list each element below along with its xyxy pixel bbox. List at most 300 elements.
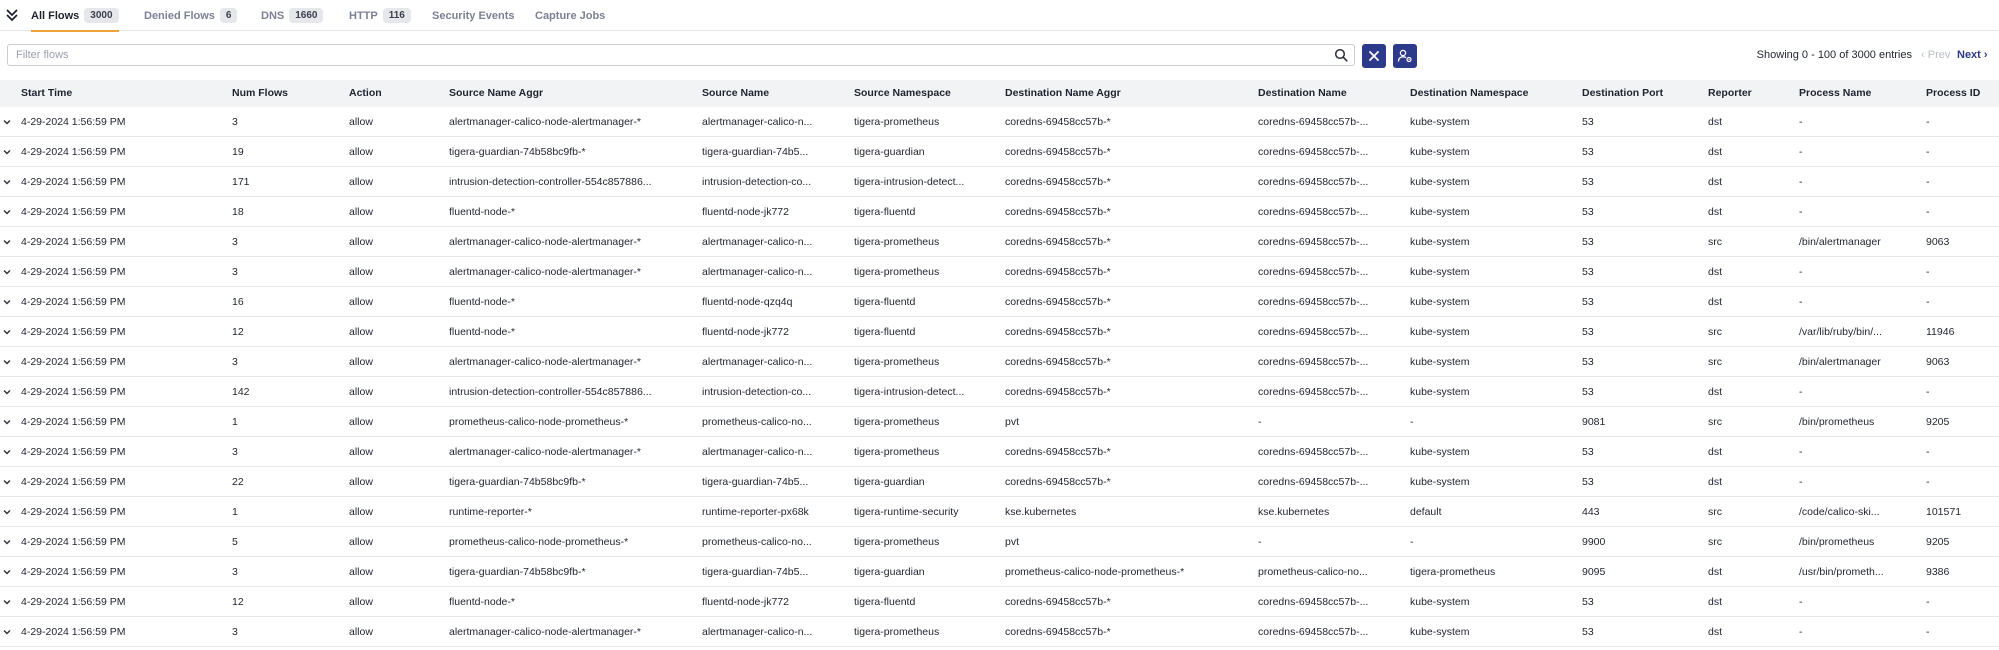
cell-destination-port: 53 xyxy=(1582,146,1594,158)
cell-process-id: - xyxy=(1926,626,1930,638)
cell-destination-port: 53 xyxy=(1582,266,1594,278)
cell-process-name: - xyxy=(1799,266,1803,278)
cell-start-time: 4-29-2024 1:56:59 PM xyxy=(21,566,126,578)
cell-source-namespace: tigera-intrusion-detect... xyxy=(854,176,965,188)
cell-destination-namespace: kube-system xyxy=(1410,116,1470,128)
cell-num-flows: 171 xyxy=(232,176,250,188)
cell-destination-name-aggr: coredns-69458cc57b-* xyxy=(1005,446,1111,458)
cell-source-name: prometheus-calico-no... xyxy=(702,536,812,548)
chevron-down-icon[interactable] xyxy=(2,627,12,637)
tab-label: DNS xyxy=(261,9,285,22)
table-row[interactable] xyxy=(0,347,1999,377)
table-row[interactable] xyxy=(0,377,1999,407)
cell-source-namespace: tigera-guardian xyxy=(854,566,925,578)
next-label: Next xyxy=(1957,49,1981,61)
tab-capture-jobs[interactable] xyxy=(535,0,605,31)
cell-reporter: dst xyxy=(1708,476,1723,488)
cell-reporter: src xyxy=(1708,236,1722,248)
cell-process-id: - xyxy=(1926,116,1930,128)
cell-num-flows: 12 xyxy=(232,596,244,608)
cell-destination-name-aggr: coredns-69458cc57b-* xyxy=(1005,476,1111,488)
chevron-down-icon[interactable] xyxy=(2,207,12,217)
chevron-down-icon[interactable] xyxy=(2,147,12,157)
chevron-down-icon[interactable] xyxy=(2,297,12,307)
cell-destination-namespace: kube-system xyxy=(1410,326,1470,338)
cell-source-namespace: tigera-fluentd xyxy=(854,596,916,608)
cell-process-name: /bin/alertmanager xyxy=(1799,356,1881,368)
cell-destination-name-aggr: coredns-69458cc57b-* xyxy=(1005,266,1111,278)
search-icon[interactable] xyxy=(1334,48,1348,62)
cell-destination-name: prometheus-calico-no... xyxy=(1258,566,1368,578)
cell-source-namespace: tigera-prometheus xyxy=(854,236,940,248)
table-row[interactable] xyxy=(0,227,1999,257)
tab-denied-flows[interactable] xyxy=(144,0,237,31)
cell-source-name-aggr: fluentd-node-* xyxy=(449,296,515,308)
col-header-destination-name[interactable]: Destination Name xyxy=(1258,87,1347,99)
cell-source-name: fluentd-node-jk772 xyxy=(702,596,789,608)
col-header-num-flows[interactable]: Num Flows xyxy=(232,87,289,99)
cell-start-time: 4-29-2024 1:56:59 PM xyxy=(21,446,126,458)
cell-start-time: 4-29-2024 1:56:59 PM xyxy=(21,266,126,278)
cell-destination-namespace: kube-system xyxy=(1410,356,1470,368)
cell-source-name: tigera-guardian-74b5... xyxy=(702,566,809,578)
tab-security-events[interactable] xyxy=(432,0,515,31)
cell-destination-port: 53 xyxy=(1582,476,1594,488)
cell-destination-port: 53 xyxy=(1582,596,1594,608)
cell-source-namespace: tigera-prometheus xyxy=(854,536,940,548)
cell-action: allow xyxy=(349,386,373,398)
table-row[interactable] xyxy=(0,587,1999,617)
cell-destination-namespace: kube-system xyxy=(1410,236,1470,248)
cell-destination-name: coredns-69458cc57b-... xyxy=(1258,266,1369,278)
cell-source-namespace: tigera-prometheus xyxy=(854,356,940,368)
col-header-reporter[interactable]: Reporter xyxy=(1708,87,1752,99)
cell-start-time: 4-29-2024 1:56:59 PM xyxy=(21,206,126,218)
cell-start-time: 4-29-2024 1:56:59 PM xyxy=(21,116,126,128)
cell-destination-name-aggr: pvt xyxy=(1005,416,1020,428)
tab-label: Denied Flows xyxy=(144,9,215,22)
cell-num-flows: 3 xyxy=(232,356,238,368)
cell-destination-port: 53 xyxy=(1582,296,1594,308)
cell-destination-port: 9095 xyxy=(1582,566,1606,578)
clear-filter-button[interactable] xyxy=(1362,44,1386,68)
cell-process-id: 9205 xyxy=(1926,536,1950,548)
cell-destination-name: coredns-69458cc57b-... xyxy=(1258,296,1369,308)
tab-count-badge: 3000 xyxy=(84,8,118,23)
cell-destination-port: 53 xyxy=(1582,236,1594,248)
cell-reporter: src xyxy=(1708,536,1722,548)
cell-num-flows: 18 xyxy=(232,206,244,218)
cell-destination-name: coredns-69458cc57b-... xyxy=(1258,476,1369,488)
cell-start-time: 4-29-2024 1:56:59 PM xyxy=(21,416,126,428)
cell-source-name: alertmanager-calico-n... xyxy=(702,446,813,458)
cell-source-namespace: tigera-fluentd xyxy=(854,296,916,308)
manage-columns-button[interactable] xyxy=(1393,44,1417,68)
cell-num-flows: 3 xyxy=(232,266,238,278)
cell-num-flows: 22 xyxy=(232,476,244,488)
cell-destination-port: 53 xyxy=(1582,176,1594,188)
cell-action: allow xyxy=(349,296,373,308)
prev-label: Prev xyxy=(1927,49,1951,61)
cell-destination-name-aggr: coredns-69458cc57b-* xyxy=(1005,236,1111,248)
cell-destination-name: coredns-69458cc57b-... xyxy=(1258,176,1369,188)
cell-source-name: intrusion-detection-co... xyxy=(702,176,812,188)
cell-destination-port: 53 xyxy=(1582,626,1594,638)
cell-destination-name: coredns-69458cc57b-... xyxy=(1258,116,1369,128)
cell-destination-namespace: tigera-prometheus xyxy=(1410,566,1496,578)
cell-destination-name: coredns-69458cc57b-... xyxy=(1258,596,1369,608)
cell-destination-name-aggr: prometheus-calico-node-prometheus-* xyxy=(1005,566,1185,578)
cell-process-id: - xyxy=(1926,146,1930,158)
chevron-down-icon[interactable] xyxy=(2,567,12,577)
cell-source-name: alertmanager-calico-n... xyxy=(702,626,813,638)
col-header-source-namespace[interactable]: Source Namespace xyxy=(854,87,951,99)
cell-process-id: 11946 xyxy=(1926,326,1955,338)
table-row[interactable] xyxy=(0,527,1999,557)
cell-source-name: tigera-guardian-74b5... xyxy=(702,476,809,488)
cell-process-id: - xyxy=(1926,296,1930,308)
cell-destination-namespace: kube-system xyxy=(1410,626,1470,638)
close-icon xyxy=(1368,50,1380,62)
cell-destination-namespace: default xyxy=(1410,506,1442,518)
cell-source-name: alertmanager-calico-n... xyxy=(702,236,813,248)
prev-page-button[interactable]: ‹ Prev xyxy=(1921,49,1951,61)
cell-source-namespace: tigera-guardian xyxy=(854,476,925,488)
cell-reporter: dst xyxy=(1708,596,1723,608)
cell-destination-name: coredns-69458cc57b-... xyxy=(1258,356,1369,368)
cell-source-name-aggr: alertmanager-calico-node-alertmanager-* xyxy=(449,356,642,368)
cell-reporter: src xyxy=(1708,326,1722,338)
cell-reporter: dst xyxy=(1708,206,1723,218)
cell-reporter: src xyxy=(1708,416,1722,428)
chevron-down-icon[interactable] xyxy=(2,237,12,247)
user-settings-icon xyxy=(1397,49,1413,63)
cell-source-namespace: tigera-prometheus xyxy=(854,416,940,428)
cell-num-flows: 3 xyxy=(232,236,238,248)
table-row[interactable] xyxy=(0,107,1999,137)
cell-destination-name: coredns-69458cc57b-... xyxy=(1258,146,1369,158)
table-header xyxy=(0,80,1999,107)
next-page-button[interactable]: Next › xyxy=(1957,49,1988,61)
cell-source-namespace: tigera-intrusion-detect... xyxy=(854,386,965,398)
cell-source-name: alertmanager-calico-n... xyxy=(702,116,813,128)
chevron-down-icon[interactable] xyxy=(2,507,12,517)
table-row[interactable] xyxy=(0,557,1999,587)
cell-process-id: - xyxy=(1926,266,1930,278)
cell-source-name-aggr: alertmanager-calico-node-alertmanager-* xyxy=(449,266,642,278)
tab-all-flows[interactable] xyxy=(31,0,119,31)
table-row[interactable] xyxy=(0,617,1999,647)
cell-action: allow xyxy=(349,266,373,278)
cell-source-namespace: tigera-runtime-security xyxy=(854,506,959,518)
flows-table-body xyxy=(0,107,1999,647)
cell-process-name: - xyxy=(1799,296,1803,308)
table-row[interactable] xyxy=(0,317,1999,347)
cell-start-time: 4-29-2024 1:56:59 PM xyxy=(21,176,126,188)
cell-reporter: dst xyxy=(1708,296,1723,308)
cell-destination-name: - xyxy=(1258,536,1262,548)
cell-source-name-aggr: prometheus-calico-node-prometheus-* xyxy=(449,536,629,548)
cell-destination-name: coredns-69458cc57b-... xyxy=(1258,386,1369,398)
cell-destination-name-aggr: coredns-69458cc57b-* xyxy=(1005,176,1111,188)
cell-process-name: - xyxy=(1799,626,1803,638)
cell-source-namespace: tigera-prometheus xyxy=(854,446,940,458)
cell-destination-name: coredns-69458cc57b-... xyxy=(1258,626,1369,638)
chevron-down-icon[interactable] xyxy=(2,177,12,187)
cell-destination-namespace: kube-system xyxy=(1410,176,1470,188)
cell-action: allow xyxy=(349,626,373,638)
cell-destination-port: 443 xyxy=(1582,506,1600,518)
cell-destination-port: 53 xyxy=(1582,116,1594,128)
cell-source-name-aggr: alertmanager-calico-node-alertmanager-* xyxy=(449,116,642,128)
cell-destination-name: coredns-69458cc57b-... xyxy=(1258,446,1369,458)
cell-num-flows: 19 xyxy=(232,146,244,158)
cell-start-time: 4-29-2024 1:56:59 PM xyxy=(21,356,126,368)
cell-start-time: 4-29-2024 1:56:59 PM xyxy=(21,326,126,338)
cell-source-name-aggr: prometheus-calico-node-prometheus-* xyxy=(449,416,629,428)
cell-process-name: - xyxy=(1799,446,1803,458)
cell-destination-namespace: kube-system xyxy=(1410,476,1470,488)
cell-reporter: src xyxy=(1708,506,1722,518)
cell-source-name: runtime-reporter-px68k xyxy=(702,506,809,518)
cell-source-name-aggr: fluentd-node-* xyxy=(449,596,515,608)
cell-reporter: src xyxy=(1708,356,1722,368)
col-header-action[interactable]: Action xyxy=(349,87,382,99)
tab-label: Capture Jobs xyxy=(535,9,606,22)
cell-destination-name-aggr: coredns-69458cc57b-* xyxy=(1005,296,1111,308)
table-row[interactable] xyxy=(0,287,1999,317)
chevron-down-icon[interactable] xyxy=(2,537,12,547)
cell-destination-name-aggr: coredns-69458cc57b-* xyxy=(1005,596,1111,608)
cell-num-flows: 3 xyxy=(232,446,238,458)
cell-source-name: prometheus-calico-no... xyxy=(702,416,812,428)
cell-source-name-aggr: intrusion-detection-controller-554c857886... xyxy=(449,386,652,398)
cell-destination-name: coredns-69458cc57b-... xyxy=(1258,206,1369,218)
cell-source-name-aggr: tigera-guardian-74b58bc9fb-* xyxy=(449,146,586,158)
cell-num-flows: 142 xyxy=(232,386,250,398)
table-row[interactable] xyxy=(0,167,1999,197)
cell-action: allow xyxy=(349,566,373,578)
cell-process-id: - xyxy=(1926,386,1930,398)
cell-process-name: - xyxy=(1799,476,1803,488)
cell-num-flows: 16 xyxy=(232,296,244,308)
cell-destination-name-aggr: coredns-69458cc57b-* xyxy=(1005,116,1111,128)
cell-reporter: dst xyxy=(1708,446,1723,458)
cell-source-name-aggr: tigera-guardian-74b58bc9fb-* xyxy=(449,476,586,488)
table-row[interactable] xyxy=(0,467,1999,497)
cell-action: allow xyxy=(349,206,373,218)
cell-source-namespace: tigera-prometheus xyxy=(854,266,940,278)
cell-reporter: dst xyxy=(1708,116,1723,128)
cell-destination-port: 53 xyxy=(1582,356,1594,368)
cell-destination-namespace: kube-system xyxy=(1410,146,1470,158)
cell-num-flows: 1 xyxy=(232,506,238,518)
cell-source-name-aggr: alertmanager-calico-node-alertmanager-* xyxy=(449,626,642,638)
cell-process-id: 101571 xyxy=(1926,506,1962,518)
cell-process-name: /code/calico-ski... xyxy=(1799,506,1880,518)
cell-action: allow xyxy=(349,416,373,428)
table-row[interactable] xyxy=(0,497,1999,527)
cell-reporter: dst xyxy=(1708,176,1723,188)
cell-process-name: - xyxy=(1799,116,1803,128)
cell-destination-name-aggr: kse.kubernetes xyxy=(1005,506,1077,518)
cell-destination-namespace: - xyxy=(1410,416,1414,428)
cell-reporter: dst xyxy=(1708,266,1723,278)
table-row[interactable] xyxy=(0,407,1999,437)
cell-process-id: - xyxy=(1926,476,1930,488)
cell-reporter: dst xyxy=(1708,626,1723,638)
table-row[interactable] xyxy=(0,257,1999,287)
cell-action: allow xyxy=(349,356,373,368)
cell-start-time: 4-29-2024 1:56:59 PM xyxy=(21,536,126,548)
cell-reporter: dst xyxy=(1708,146,1723,158)
col-header-source-name[interactable]: Source Name xyxy=(702,87,770,99)
cell-process-id: - xyxy=(1926,596,1930,608)
table-row[interactable] xyxy=(0,197,1999,227)
flows-tab-bar xyxy=(0,0,1999,31)
cell-process-id: - xyxy=(1926,176,1930,188)
table-row[interactable] xyxy=(0,137,1999,167)
cell-reporter: dst xyxy=(1708,566,1723,578)
cell-destination-namespace: kube-system xyxy=(1410,386,1470,398)
chevron-down-icon[interactable] xyxy=(2,477,12,487)
cell-action: allow xyxy=(349,236,373,248)
table-row[interactable] xyxy=(0,437,1999,467)
cell-source-name-aggr: runtime-reporter-* xyxy=(449,506,532,518)
cell-source-namespace: tigera-fluentd xyxy=(854,326,916,338)
cell-source-namespace: tigera-prometheus xyxy=(854,116,940,128)
tab-http[interactable] xyxy=(349,0,411,31)
cell-destination-namespace: kube-system xyxy=(1410,596,1470,608)
chevron-down-icon[interactable] xyxy=(2,267,12,277)
cell-destination-name: - xyxy=(1258,416,1262,428)
cell-num-flows: 12 xyxy=(232,326,244,338)
tab-count-badge: 6 xyxy=(220,8,238,23)
chevron-down-icon[interactable] xyxy=(2,327,12,337)
chevron-down-icon[interactable] xyxy=(2,597,12,607)
cell-source-name: tigera-guardian-74b5... xyxy=(702,146,809,158)
cell-destination-name-aggr: coredns-69458cc57b-* xyxy=(1005,206,1111,218)
col-header-start-time[interactable]: Start Time xyxy=(21,87,73,99)
cell-start-time: 4-29-2024 1:56:59 PM xyxy=(21,296,126,308)
cell-num-flows: 3 xyxy=(232,116,238,128)
cell-source-name: fluentd-node-qzq4q xyxy=(702,296,793,308)
tab-dns[interactable] xyxy=(261,0,323,31)
chevron-down-icon[interactable] xyxy=(2,357,12,367)
cell-start-time: 4-29-2024 1:56:59 PM xyxy=(21,236,126,248)
cell-process-id: 9205 xyxy=(1926,416,1950,428)
cell-destination-port: 9081 xyxy=(1582,416,1606,428)
cell-source-name-aggr: intrusion-detection-controller-554c857886... xyxy=(449,176,652,188)
cell-source-name: fluentd-node-jk772 xyxy=(702,326,789,338)
cell-destination-namespace: kube-system xyxy=(1410,206,1470,218)
cell-destination-namespace: - xyxy=(1410,536,1414,548)
cell-start-time: 4-29-2024 1:56:59 PM xyxy=(21,506,126,518)
tab-label: Security Events xyxy=(432,9,515,22)
cell-num-flows: 3 xyxy=(232,626,238,638)
col-header-destination-name-aggr[interactable]: Destination Name Aggr xyxy=(1005,87,1121,99)
cell-destination-name-aggr: coredns-69458cc57b-* xyxy=(1005,146,1111,158)
cell-start-time: 4-29-2024 1:56:59 PM xyxy=(21,626,126,638)
cell-process-id: 9063 xyxy=(1926,236,1950,248)
cell-destination-namespace: kube-system xyxy=(1410,296,1470,308)
chevron-down-icon[interactable] xyxy=(2,117,12,127)
chevron-down-icon[interactable] xyxy=(2,387,12,397)
cell-destination-port: 9900 xyxy=(1582,536,1606,548)
cell-process-name: /usr/bin/prometh... xyxy=(1799,566,1884,578)
cell-source-name: fluentd-node-jk772 xyxy=(702,206,789,218)
cell-destination-name-aggr: coredns-69458cc57b-* xyxy=(1005,326,1111,338)
tab-label: All Flows xyxy=(31,9,80,22)
cell-destination-port: 53 xyxy=(1582,326,1594,338)
cell-start-time: 4-29-2024 1:56:59 PM xyxy=(21,386,126,398)
cell-action: allow xyxy=(349,116,373,128)
cell-destination-name: kse.kubernetes xyxy=(1258,506,1330,518)
col-header-source-name-aggr[interactable]: Source Name Aggr xyxy=(449,87,544,99)
cell-start-time: 4-29-2024 1:56:59 PM xyxy=(21,146,126,158)
cell-source-name: alertmanager-calico-n... xyxy=(702,266,813,278)
chevron-down-icon[interactable] xyxy=(2,447,12,457)
cell-destination-port: 53 xyxy=(1582,206,1594,218)
chevron-down-icon[interactable] xyxy=(2,417,12,427)
filter-flows-input[interactable] xyxy=(8,45,1308,65)
col-header-process-id[interactable]: Process ID xyxy=(1926,87,1981,99)
cell-start-time: 4-29-2024 1:56:59 PM xyxy=(21,476,126,488)
cell-destination-name: coredns-69458cc57b-... xyxy=(1258,236,1369,248)
cell-num-flows: 1 xyxy=(232,416,238,428)
cell-source-namespace: tigera-guardian xyxy=(854,146,925,158)
cell-action: allow xyxy=(349,326,373,338)
cell-start-time: 4-29-2024 1:56:59 PM xyxy=(21,596,126,608)
cell-process-name: /bin/alertmanager xyxy=(1799,236,1881,248)
cell-reporter: dst xyxy=(1708,386,1723,398)
cell-source-namespace: tigera-prometheus xyxy=(854,626,940,638)
cell-process-id: - xyxy=(1926,446,1930,458)
cell-process-id: 9063 xyxy=(1926,356,1950,368)
cell-action: allow xyxy=(349,596,373,608)
tab-label: HTTP xyxy=(349,9,378,22)
cell-destination-name-aggr: coredns-69458cc57b-* xyxy=(1005,626,1111,638)
cell-source-name-aggr: fluentd-node-* xyxy=(449,326,515,338)
cell-process-name: /bin/prometheus xyxy=(1799,416,1875,428)
cell-source-namespace: tigera-fluentd xyxy=(854,206,916,218)
cell-process-name: - xyxy=(1799,596,1803,608)
cell-process-id: 9386 xyxy=(1926,566,1950,578)
cell-source-name: alertmanager-calico-n... xyxy=(702,356,813,368)
cell-process-name: /bin/prometheus xyxy=(1799,536,1875,548)
cell-process-name: - xyxy=(1799,176,1803,188)
cell-process-name: - xyxy=(1799,386,1803,398)
cell-process-id: - xyxy=(1926,206,1930,218)
cell-destination-name: coredns-69458cc57b-... xyxy=(1258,326,1369,338)
cell-destination-port: 53 xyxy=(1582,386,1594,398)
col-header-destination-namespace[interactable]: Destination Namespace xyxy=(1410,87,1529,99)
cell-process-name: /var/lib/ruby/bin/... xyxy=(1799,326,1882,338)
cell-destination-name-aggr: coredns-69458cc57b-* xyxy=(1005,356,1111,368)
cell-num-flows: 5 xyxy=(232,536,238,548)
col-header-process-name[interactable]: Process Name xyxy=(1799,87,1872,99)
cell-source-name-aggr: fluentd-node-* xyxy=(449,206,515,218)
cell-action: allow xyxy=(349,176,373,188)
cell-destination-name-aggr: coredns-69458cc57b-* xyxy=(1005,386,1111,398)
col-header-destination-port[interactable]: Destination Port xyxy=(1582,87,1664,99)
cell-process-name: - xyxy=(1799,146,1803,158)
tab-count-badge: 116 xyxy=(383,8,411,23)
cell-num-flows: 3 xyxy=(232,566,238,578)
pagination-info: Showing 0 - 100 of 3000 entries xyxy=(1756,49,1912,61)
cell-action: allow xyxy=(349,506,373,518)
double-chevron-down-icon[interactable] xyxy=(4,7,20,23)
